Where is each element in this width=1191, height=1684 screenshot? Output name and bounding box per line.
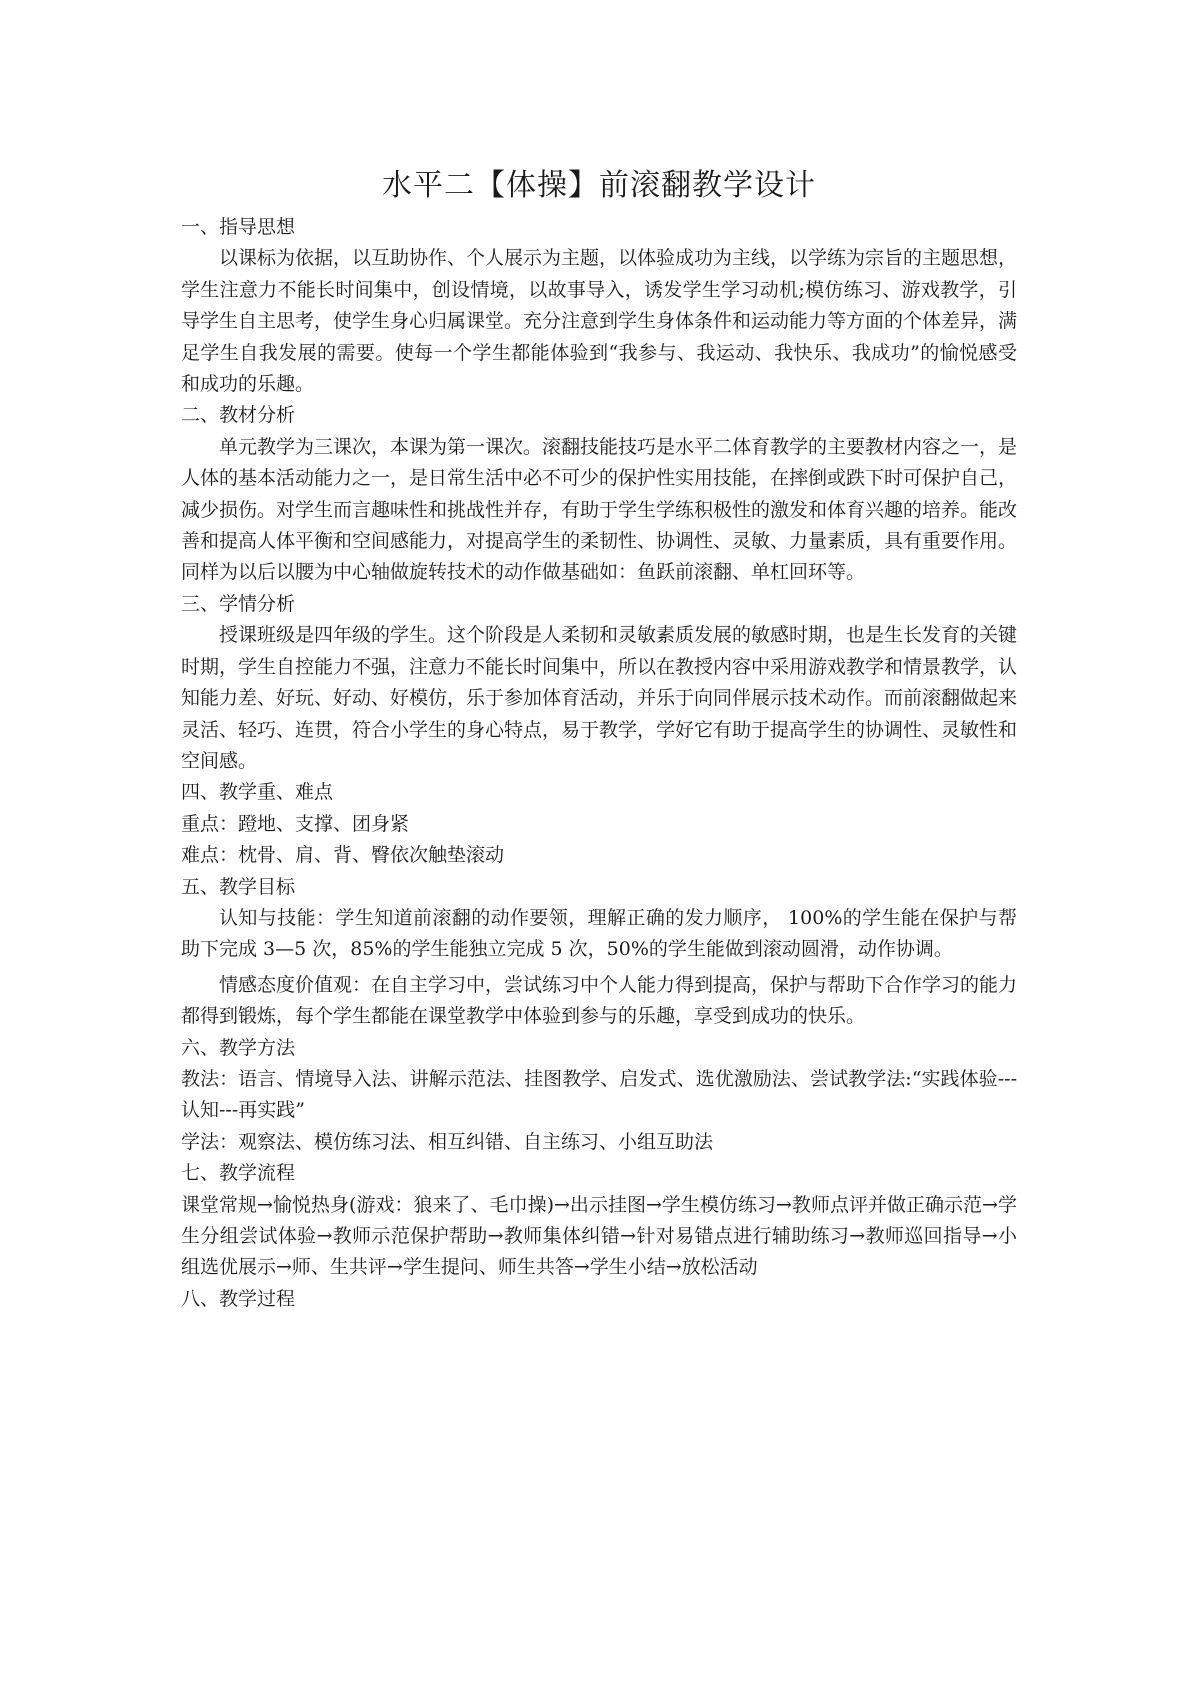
paragraph: 情感态度价值观：在自主学习中，尝试练习中个人能力得到提高，保护与帮助下合作学习的能力都得到锻炼，每个学生都能在课堂教学中体验到参与的乐趣，享受到成功的快乐。: [181, 973, 1018, 1028]
section-heading: 八、教学过程: [181, 1287, 296, 1310]
section-teaching-flow: [181, 1158, 1017, 1284]
paragraph: 认知与技能：学生知道前滚翻的动作要领，理解正确的发力顺序， 100%的学生能在保护与帮助下完成 3—5 次，85%的学生能独立完成 5 次，50%的学生能做到滚动圆滑，动作协调。: [181, 906, 1017, 961]
section-teaching-methods: [181, 1033, 1017, 1159]
section-heading: 二、教材分析: [181, 404, 296, 427]
document-title: 水平二【体操】前滚翻教学设计: [382, 168, 816, 203]
section-student-analysis: [181, 589, 1017, 777]
teaching-flow-line: 课堂常规→愉悦热身(游戏：狼来了、毛巾操)→出示挂图→学生模仿练习→教师点评并做正确示范→学生分组尝试体验→教师示范保护帮助→教师集体纠错→针对易错点进行辅助练习→教师巡回指导→小组选优展示→师、生共评→学生提问、师生共答→学生小结→放松活动: [181, 1193, 1017, 1279]
section-heading: 七、教学流程: [181, 1162, 296, 1185]
paragraph: 单元教学为三课次，本课为第一课次。滚翻技能技巧是水平二体育教学的主要教材内容之一，是人体的基本活动能力之一，是日常生活中必不可少的保护性实用技能，在摔倒或跌下时可保护自己，减少损伤。对学生而言趣味性和挑战性并存，有助于学生学练积极性的激发和体育兴趣的培养。能改善和提高人体平衡和空间感能力，对提高学生的柔韧性、协调性、灵敏、力量素质，具有重要作用。同样为以后以腰为中心轴做旋转技术的动作做基础如：鱼跃前滚翻、单杠回环等。: [181, 435, 1018, 584]
section-heading: 一、指导思想: [181, 216, 296, 238]
document-page: [181, 164, 1017, 1315]
section-material-analysis: [181, 400, 1017, 588]
section-key-points: [181, 777, 1017, 871]
teaching-method-line: 教法：语言、情境导入法、讲解示范法、挂图教学、启发式、选优激励法、尝试教学法:“实践体验---认知---再实践”: [181, 1067, 1017, 1122]
section-guiding-ideology: [181, 212, 1017, 400]
section-heading: 五、教学目标: [181, 875, 296, 898]
key-point-line: 重点：蹬地、支撑、团身紧: [181, 812, 410, 835]
section-teaching-process: [181, 1284, 1017, 1315]
learning-method-line: 学法：观察法、模仿练习法、相互纠错、自主练习、小组互助法: [181, 1130, 714, 1153]
section-heading: 三、学情分析: [181, 592, 296, 615]
difficult-point-line: 难点：枕骨、肩、背、臀依次触垫滚动: [181, 844, 505, 867]
paragraph: 以课标为依据，以互助协作、个人展示为主题，以体验成功为主线，以学练为宗旨的主题思想，学生注意力不能长时间集中，创设情境，以故事导入，诱发学生学习动机;模仿练习、游戏教学，引导学生自主思考，使学生身心归属课堂。充分注意到学生身体条件和运动能力等方面的个体差异，满足学生自我发展的需要。使每一个学生都能体验到“我参与、我运动、我快乐、我成功”的愉悦感受和成功的乐趣。: [181, 247, 1018, 396]
section-heading: 六、教学方法: [181, 1036, 296, 1059]
section-teaching-goals: [181, 872, 1017, 1033]
paragraph: 授课班级是四年级的学生。这个阶段是人柔韧和灵敏素质发展的敏感时期，也是生长发育的关键时期，学生自控能力不强，注意力不能长时间集中，所以在教授内容中采用游戏教学和情景教学，认知能力差、好玩、好动、好模仿，乐于参加体育活动，并乐于向同伴展示技术动作。而前滚翻做起来灵活、轻巧、连贯，符合小学生的身心特点，易于教学，学好它有助于提高学生的协调性、灵敏性和空间感。: [181, 624, 1018, 772]
section-heading: 四、教学重、难点: [181, 781, 334, 804]
